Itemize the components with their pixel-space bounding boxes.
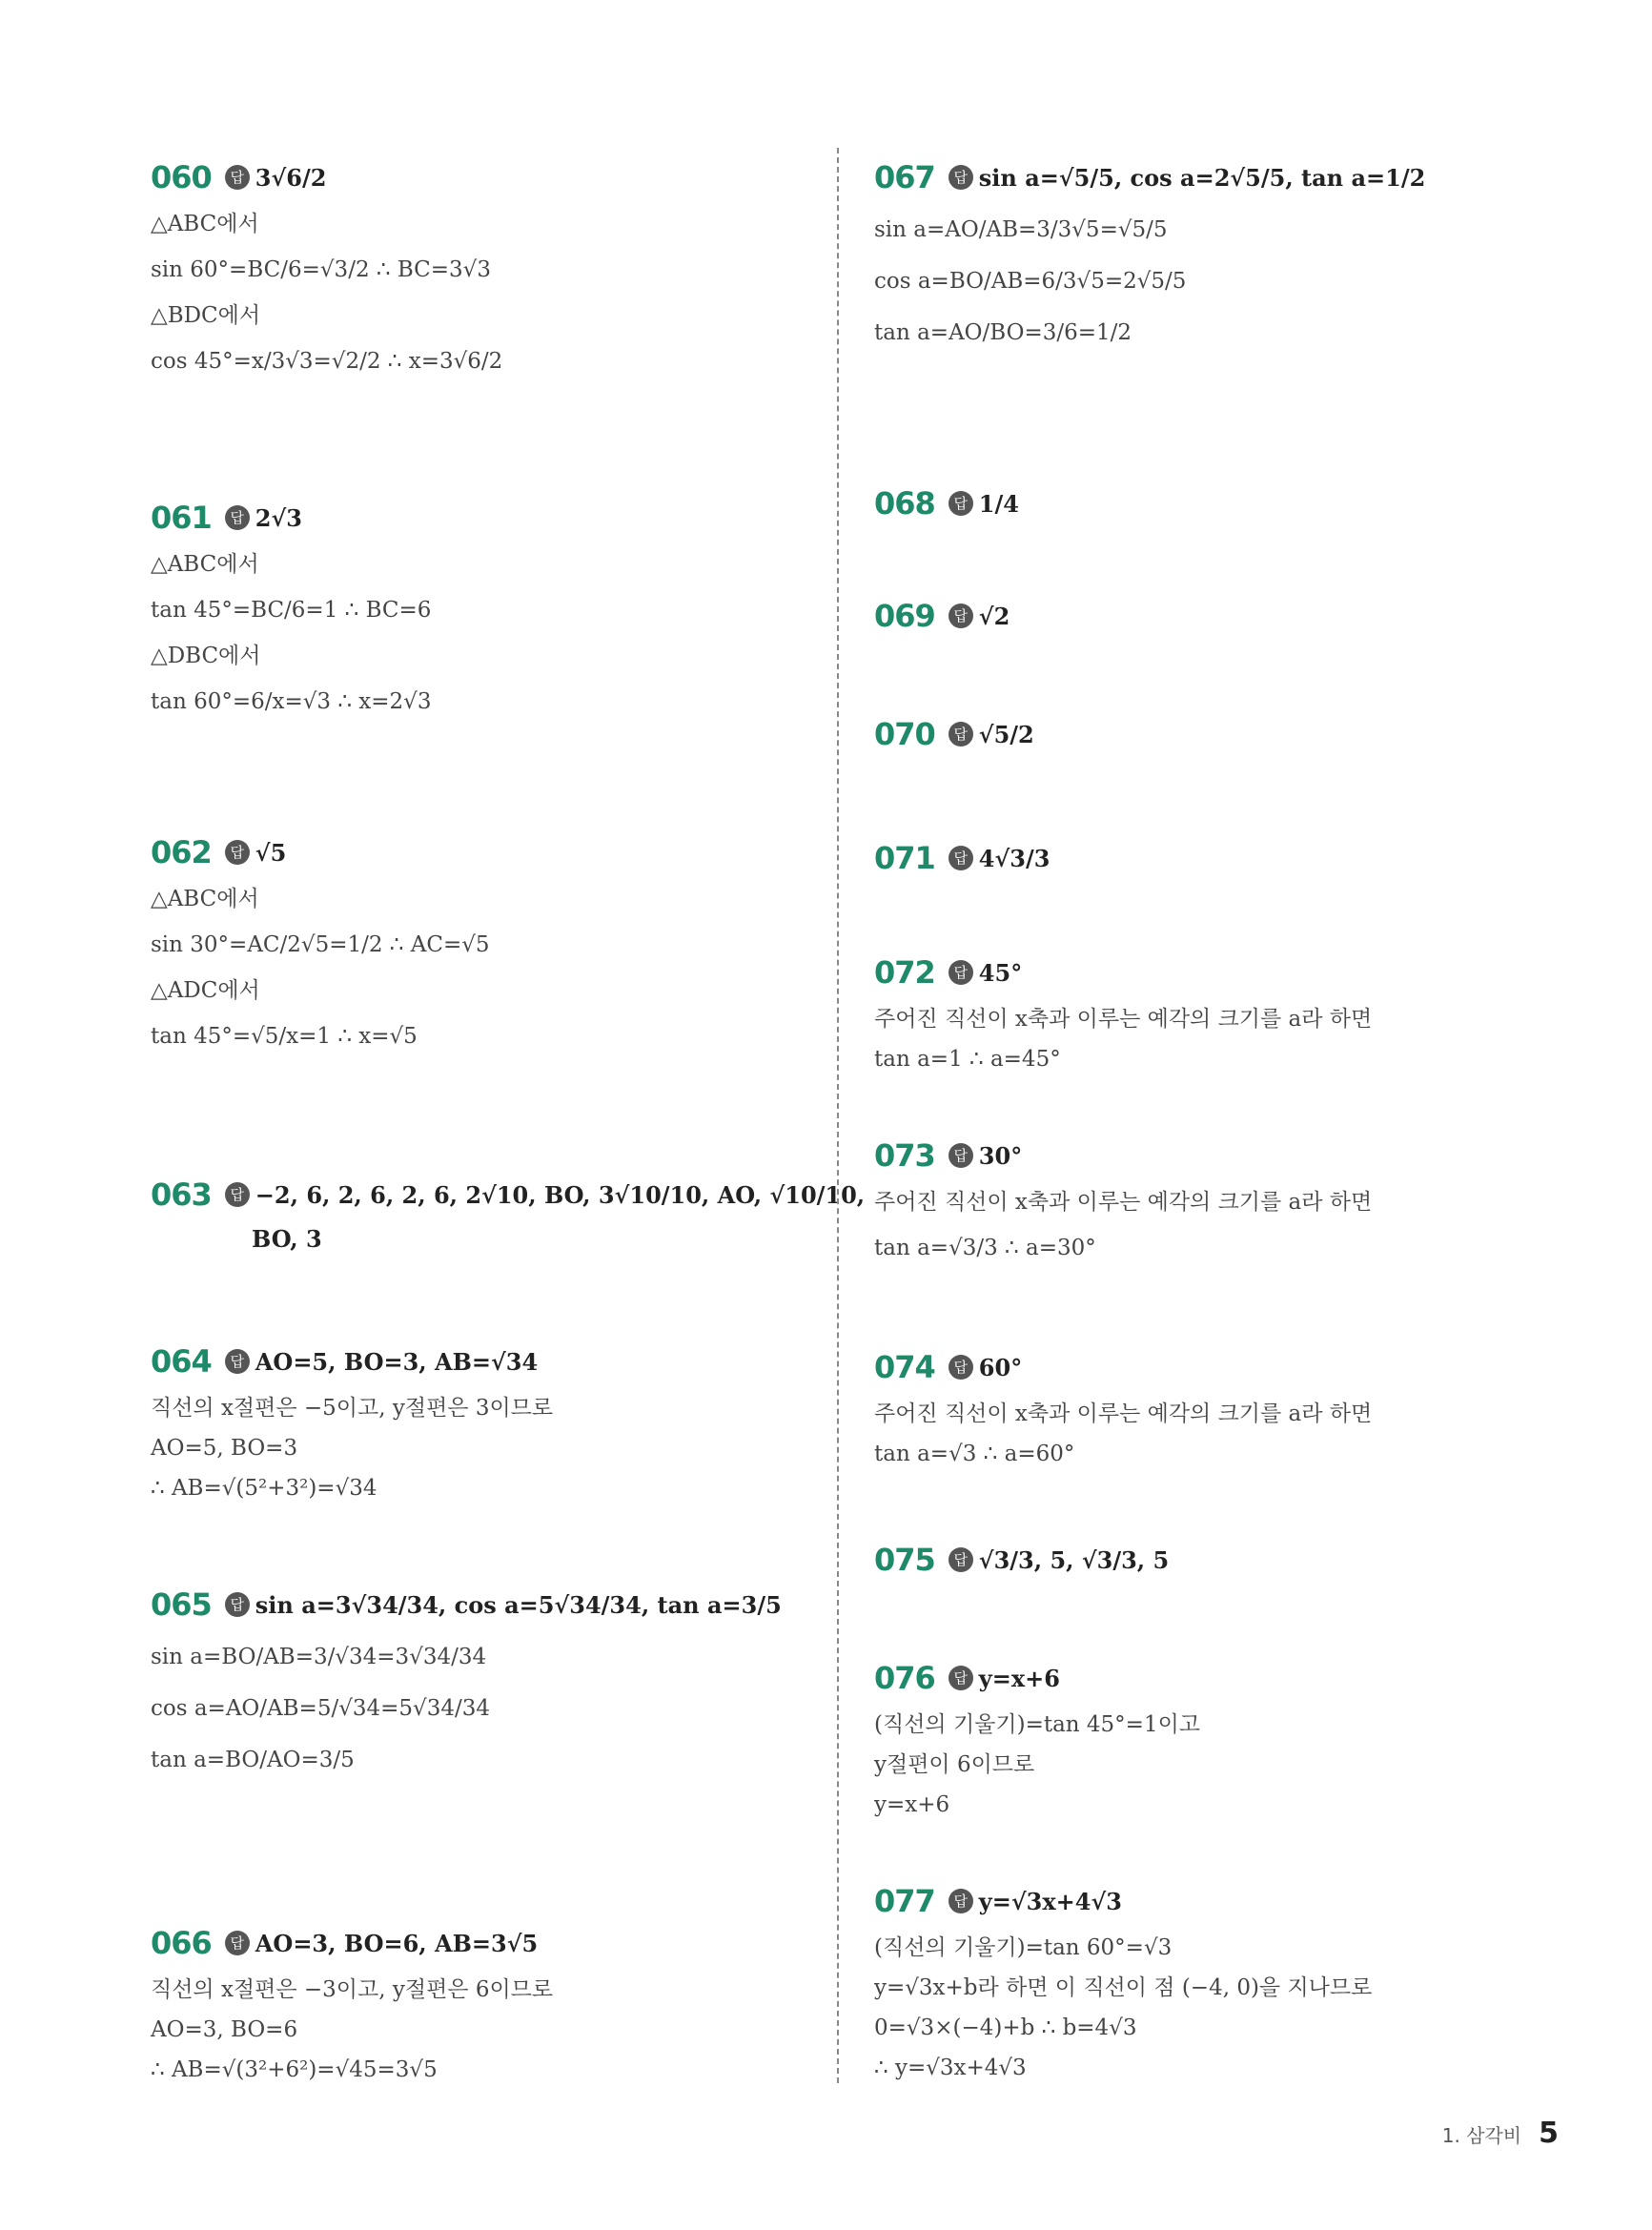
problem-071	[874, 831, 1560, 885]
problem-number: 074	[874, 1349, 935, 1385]
problem-number: 065	[151, 1586, 212, 1623]
problem-070	[874, 707, 1560, 761]
solution-line: 주어진 직선이 x축과 이루는 예각의 크기를 a라 하면	[874, 1190, 1373, 1215]
solution-line: tan a=1 ∴ a=45°	[874, 1047, 1061, 1072]
problem-077	[874, 1874, 1560, 2088]
problem-number: 067	[874, 159, 935, 195]
page-number: 5	[1539, 2117, 1559, 2150]
solution-line: y=√3x+b라 하면 이 직선이 점 (−4, 0)을 지나므로	[874, 1975, 1373, 2000]
solution-line: △BDC에서	[151, 303, 261, 328]
problem-064	[151, 1335, 837, 1508]
solution-line: tan a=√3 ∴ a=60°	[874, 1442, 1075, 1466]
answer-badge-icon: 답	[948, 165, 973, 190]
problem-number: 077	[874, 1883, 935, 1919]
problem-061	[151, 491, 837, 727]
problem-069	[874, 589, 1560, 643]
answer-badge-icon: 답	[948, 604, 973, 628]
answer-badge-icon: 답	[225, 165, 250, 190]
problem-number: 076	[874, 1660, 935, 1696]
problem-063	[151, 1168, 866, 1253]
problem-number: 069	[874, 598, 935, 634]
problem-067	[874, 151, 1560, 358]
problem-number: 060	[151, 159, 212, 195]
problem-074	[874, 1340, 1560, 1474]
solution-line: tan a=√3/3 ∴ a=30°	[874, 1236, 1096, 1260]
answer-badge-icon: 답	[948, 1889, 973, 1913]
answer: sin a=3√34/34, cos a=5√34/34, tan a=3/5	[255, 1590, 782, 1619]
solution-line: (직선의 기울기)=tan 60°=√3	[874, 1935, 1173, 1960]
problem-062	[151, 826, 837, 1062]
answer: y=√3x+4√3	[978, 1887, 1122, 1915]
answer-badge-icon: 답	[225, 1931, 250, 1955]
solution-line: 주어진 직선이 x축과 이루는 예각의 크기를 a라 하면	[874, 1007, 1373, 1032]
problem-number: 070	[874, 716, 935, 752]
problem-072	[874, 946, 1560, 1079]
solution-line: AO=3, BO=6	[151, 2017, 298, 2042]
solution-line: cos a=AO/AB=5/√34=5√34/34	[151, 1696, 490, 1721]
answer-badge-icon: 답	[948, 1547, 973, 1572]
answer-badge-icon: 답	[225, 840, 250, 865]
answer-badge-icon: 답	[225, 1182, 250, 1207]
solution-line: cos 45°=x/3√3=√2/2 ∴ x=3√6/2	[151, 349, 503, 374]
solution-line: △ABC에서	[151, 887, 259, 911]
answer-badge-icon: 답	[948, 1143, 973, 1168]
problem-number: 061	[151, 500, 212, 536]
solution-line: cos a=BO/AB=6/3√5=2√5/5	[874, 269, 1187, 294]
problem-number: 066	[151, 1925, 212, 1961]
problem-number: 071	[874, 840, 935, 876]
solution-line: sin 60°=BC/6=√3/2 ∴ BC=3√3	[151, 257, 491, 282]
solution-line: sin 30°=AC/2√5=1/2 ∴ AC=√5	[151, 932, 490, 957]
solution-line: △DBC에서	[151, 644, 261, 668]
problem-076	[874, 1651, 1560, 1825]
solution-line: ∴ y=√3x+4√3	[874, 2056, 1027, 2080]
solution-line: tan 60°=6/x=√3 ∴ x=2√3	[151, 689, 432, 714]
answer-badge-icon: 답	[948, 960, 973, 985]
problem-number: 063	[151, 1176, 212, 1213]
solution-line: sin a=AO/AB=3/3√5=√5/5	[874, 217, 1168, 242]
answer-badge-icon: 답	[225, 1592, 250, 1617]
solution-line: tan a=BO/AO=3/5	[151, 1748, 355, 1772]
answer: y=x+6	[978, 1664, 1060, 1692]
answer: AO=3, BO=6, AB=3√5	[255, 1929, 539, 1957]
problem-065	[151, 1578, 837, 1786]
answer: 1/4	[978, 489, 1019, 518]
solution-line: △ABC에서	[151, 552, 259, 577]
answer: 4√3/3	[978, 844, 1050, 872]
answer: AO=5, BO=3, AB=√34	[255, 1347, 539, 1376]
solution-line: ∴ AB=√(5²+3²)=√34	[151, 1476, 377, 1501]
answer: √5/2	[978, 720, 1034, 748]
answer: √2	[978, 602, 1010, 630]
solution-line: △ABC에서	[151, 212, 259, 236]
solution-line: ∴ AB=√(3²+6²)=√45=3√5	[151, 2057, 438, 2082]
answer: 3√6/2	[255, 163, 327, 192]
answer: 2√3	[255, 503, 302, 532]
chapter-label: 1. 삼각비	[1441, 2124, 1522, 2147]
answer: 60°	[978, 1353, 1023, 1381]
answer-badge-icon: 답	[225, 1349, 250, 1374]
problem-075	[874, 1533, 1560, 1586]
solution-line: y절편이 6이므로	[874, 1752, 1035, 1777]
answer: 30°	[978, 1141, 1023, 1170]
page-footer	[1442, 2117, 1559, 2150]
solution-line: △ADC에서	[151, 978, 260, 1003]
problem-number: 072	[874, 954, 935, 991]
answer-badge-icon: 답	[948, 722, 973, 747]
problem-068	[874, 477, 1560, 530]
answer-badge-icon: 답	[948, 1355, 973, 1380]
problem-number: 075	[874, 1542, 935, 1578]
answer: 45°	[978, 958, 1023, 987]
answer-badge-icon: 답	[948, 491, 973, 516]
problem-number: 068	[874, 485, 935, 522]
answer: −2, 6, 2, 6, 2, 6, 2√10, BO, 3√10/10, AO, √10/10,	[255, 1180, 866, 1209]
solution-line: AO=5, BO=3	[151, 1436, 298, 1461]
solution-line: 직선의 x절편은 −3이고, y절편은 6이므로	[151, 1977, 554, 2002]
solution-line: (직선의 기울기)=tan 45°=1이고	[874, 1712, 1201, 1737]
answer-continued: BO, 3	[252, 1225, 322, 1253]
solution-line: 0=√3×(−4)+b ∴ b=4√3	[874, 2015, 1137, 2040]
answer: √5	[255, 838, 287, 867]
answer-badge-icon: 답	[948, 1666, 973, 1690]
column-divider	[837, 148, 839, 2083]
problem-number: 073	[874, 1137, 935, 1174]
solution-line: tan 45°=BC/6=1 ∴ BC=6	[151, 598, 432, 623]
solution-line: tan 45°=√5/x=1 ∴ x=√5	[151, 1024, 418, 1049]
solution-line: 직선의 x절편은 −5이고, y절편은 3이므로	[151, 1396, 554, 1421]
problem-060	[151, 151, 837, 387]
solution-line: 주어진 직선이 x축과 이루는 예각의 크기를 a라 하면	[874, 1401, 1373, 1426]
solution-line: y=x+6	[874, 1792, 950, 1817]
solution-line: sin a=BO/AB=3/√34=3√34/34	[151, 1645, 487, 1669]
problem-066	[151, 1916, 837, 2090]
answer: sin a=√5/5, cos a=2√5/5, tan a=1/2	[978, 163, 1426, 192]
answer-badge-icon: 답	[225, 505, 250, 530]
problem-number: 064	[151, 1343, 212, 1380]
answer-badge-icon: 답	[948, 846, 973, 870]
problem-073	[874, 1129, 1560, 1274]
solution-line: tan a=AO/BO=3/6=1/2	[874, 320, 1132, 345]
answer: √3/3, 5, √3/3, 5	[978, 1545, 1170, 1574]
problem-number: 062	[151, 834, 212, 870]
